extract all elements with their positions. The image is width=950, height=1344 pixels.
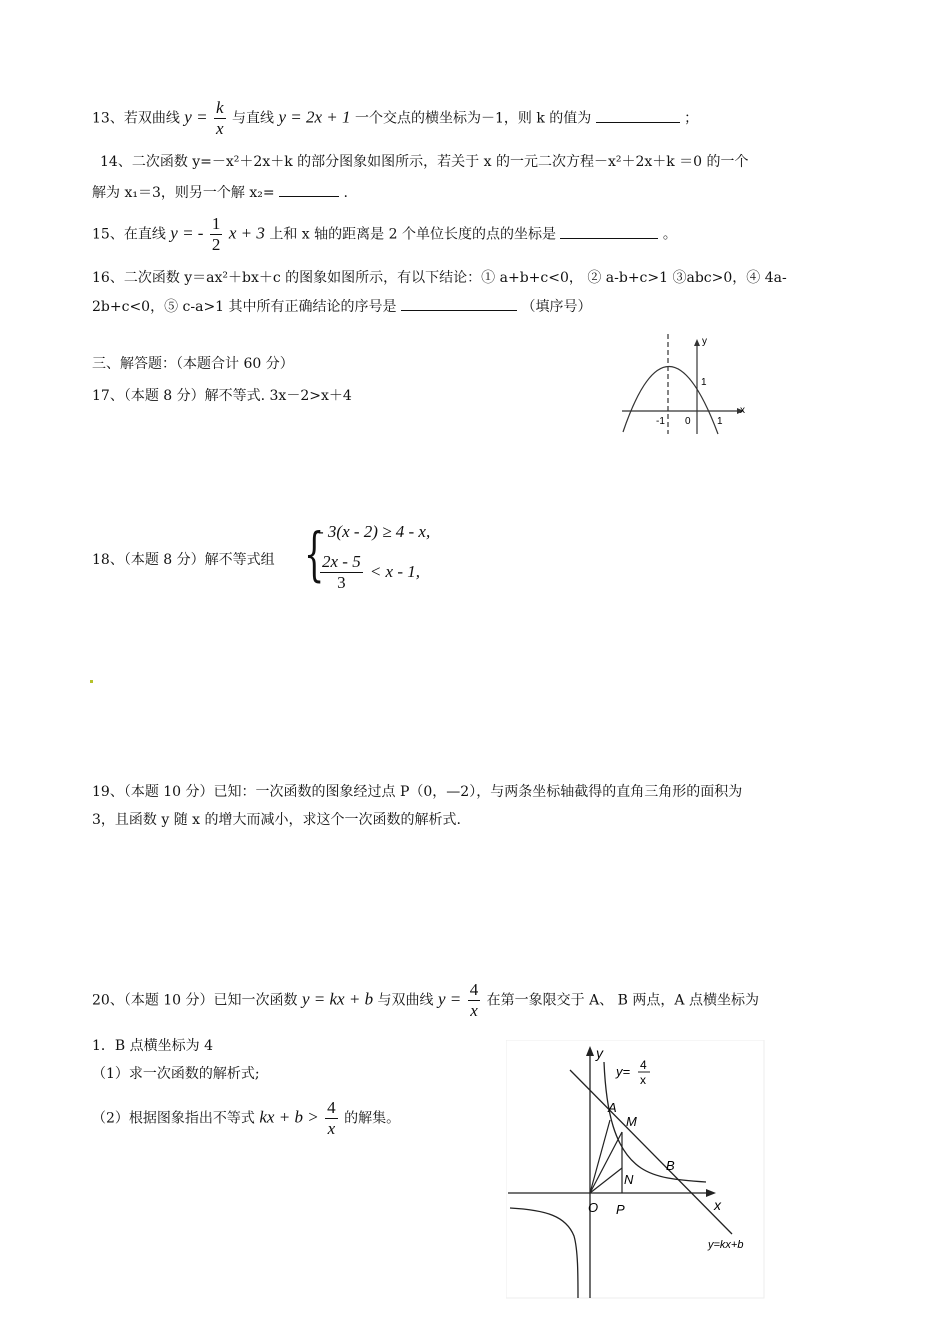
q18-frac-den: 3 [337,573,346,592]
q15-tail: x + 3 [228,223,265,243]
q14-answer-blank[interactable] [279,182,339,197]
q20-part2-den: x [327,1119,336,1138]
question-14-line1: 14、二次函数 y=－x²＋2x＋k 的部分图象如图所示，若关于 x 的一元二次方程－x²＋2x＋k ＝0 的一个 [100,154,749,170]
question-15 [92,214,677,255]
q20-part2-suffix: 的解集。 [344,1110,401,1127]
q20-part2-num: 4 [327,1098,336,1117]
q16-line2-end: （填序号） [521,299,592,315]
q20-frac-den: x [470,1001,478,1020]
q15-answer-blank[interactable] [560,224,658,239]
question-16-line2 [92,296,591,317]
q16-answer-blank[interactable] [401,296,517,311]
q13-fraction [214,98,226,139]
question-20-part2 [92,1098,400,1139]
q13-answer-blank[interactable] [596,108,680,123]
q20-part2-prefix: （2）根据图象指出不等式 [92,1110,255,1127]
q20-mid: 与双曲线 [377,992,434,1009]
q20-y-eq: y = [437,989,462,1009]
question-19-line2: 3，且函数 y 随 x 的增大而减小，求这个一次函数的解析式. [92,812,461,828]
q20-part2-ineq: kx + b > [259,1107,319,1127]
q13-suffix: 一个交点的横坐标为－1，则 k 的值为 [354,110,592,127]
q13-frac-num: k [216,98,224,117]
question-16-line1: 16、二次函数 y＝ax²＋bx＋c 的图象如图所示，有以下结论：① a+b+c<0， ② a-b+c>1 ③abc>0，④ 4a- [92,270,787,286]
q20-linear-eq: y = kx + b [301,989,374,1009]
parabola-graph [618,330,752,436]
q18-ineq2 [318,552,420,593]
graph20-y-label: y [596,1045,603,1061]
q18-frac-num: 2x - 5 [322,552,361,571]
q15-frac-den: 2 [211,235,221,254]
point-M-label: M [626,1114,637,1129]
graph16-zero-label: 0 [685,416,691,427]
graph16-x-label: x [740,405,745,416]
question-20-part1: （1）求一次函数的解析式; [92,1066,260,1082]
q20-part2-fraction [325,1098,338,1139]
graph20-background [506,1040,764,1298]
graph16-y-label: y [702,336,707,347]
q13-mid: 与直线 [232,110,275,127]
q13-end: ； [684,110,699,127]
q20-fraction [468,980,481,1021]
question-20-line1 [92,980,759,1021]
q15-end: 。 [662,226,677,243]
q15-frac-num: 1 [211,214,221,233]
q15-y-eq: y = - [170,223,204,243]
stray-dot [90,680,93,683]
q13-y-eq: y = [184,107,208,127]
question-20-line2: 1．B 点横坐标为 4 [92,1038,214,1054]
hyperbola-line-graph [506,1040,778,1300]
y-axis-arrow [694,339,700,346]
q16-line2-text: 2b+c<0，⑤ c-a>1 其中所有正确结论的序号是 [92,299,397,315]
question-17: 17、（本题 8 分）解不等式. 3x－2>x＋4 [92,388,352,404]
q13-line-eq: y = 2x + 1 [278,107,351,127]
point-A-label: A [608,1100,617,1115]
point-P-label: P [616,1202,625,1217]
q18-ineq1: - 3(x - 2) ≥ 4 - x, [318,522,431,541]
q14-line2-text: 解为 x₁＝3，则另一个解 x₂= [92,185,275,201]
line-equation-label: y=kx+b [708,1239,744,1251]
q20-suffix: 在第一象限交于 A、 B 两点，A 点横坐标为 [486,992,759,1009]
question-13 [92,98,698,139]
q15-fraction [210,214,223,255]
q14-line2-end: . [343,185,348,201]
origin-O-label: O [588,1200,599,1215]
section-3-heading: 三、解答题：（本题合计 60 分） [92,356,294,372]
graph20-curve-den: x [640,1073,646,1087]
graph16-one-label: 1 [701,377,707,388]
q18-ineq2-tail: < x - 1, [369,562,420,581]
q20-frac-num: 4 [469,980,479,999]
graph16-neg-one-label: -1 [656,416,665,427]
point-B-label: B [666,1158,675,1173]
question-18-prefix: 18、（本题 8 分）解不等式组 [92,552,275,568]
graph20-curve-num: 4 [640,1058,647,1072]
q15-suffix: 上和 x 轴的距离是 2 个单位长度的点的坐标是 [269,226,556,243]
q15-prefix: 15、在直线 [92,226,166,243]
graph16-one-x-label: 1 [717,416,723,427]
graph20-curve-label: y= [616,1064,631,1079]
question-14-line2 [92,182,348,203]
q20-prefix: 20、（本题 10 分）已知一次函数 [92,992,298,1009]
point-N-label: N [624,1172,634,1187]
graph20-x-label: x [714,1197,721,1213]
q18-system-brace: { [304,520,325,588]
q13-frac-den: x [216,119,224,138]
question-19-line1: 19、（本题 10 分）已知：一次函数的图象经过点 P（0，—2），与两条坐标轴截得的直角三角形的面积为 [92,784,743,800]
q13-prefix: 13、若双曲线 [92,110,180,127]
q18-fraction [320,552,363,593]
